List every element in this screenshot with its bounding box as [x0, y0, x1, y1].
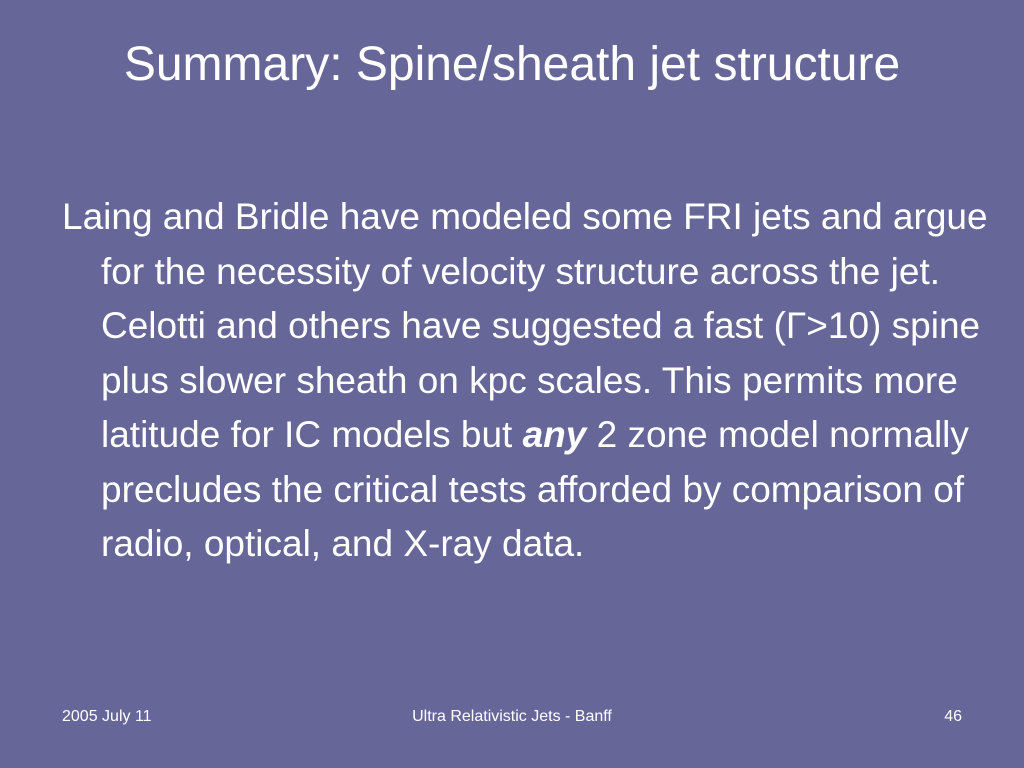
- slide-title: Summary: Spine/sheath jet structure: [123, 38, 901, 91]
- body-emphasis: any: [522, 414, 587, 455]
- footer-date: 2005 July 11: [62, 708, 152, 725]
- body-text-part-2: 2 zone model normally precludes the critical tests afforded by comparison of radio, optical, and X-ray data.: [101, 414, 969, 564]
- footer-event: Ultra Relativistic Jets - Banff: [412, 708, 612, 725]
- slide-body-text: [62, 190, 1021, 572]
- body-text-part-1: Laing and Bridle have modeled some FRI jets and argue for the necessity of velocity structure across the jet. Celotti and others have suggested a fast (Γ>10) spine plus slower sheath on kpc scales. This permits more latitude for IC models but: [62, 196, 988, 455]
- footer-page-number: 46: [944, 708, 962, 725]
